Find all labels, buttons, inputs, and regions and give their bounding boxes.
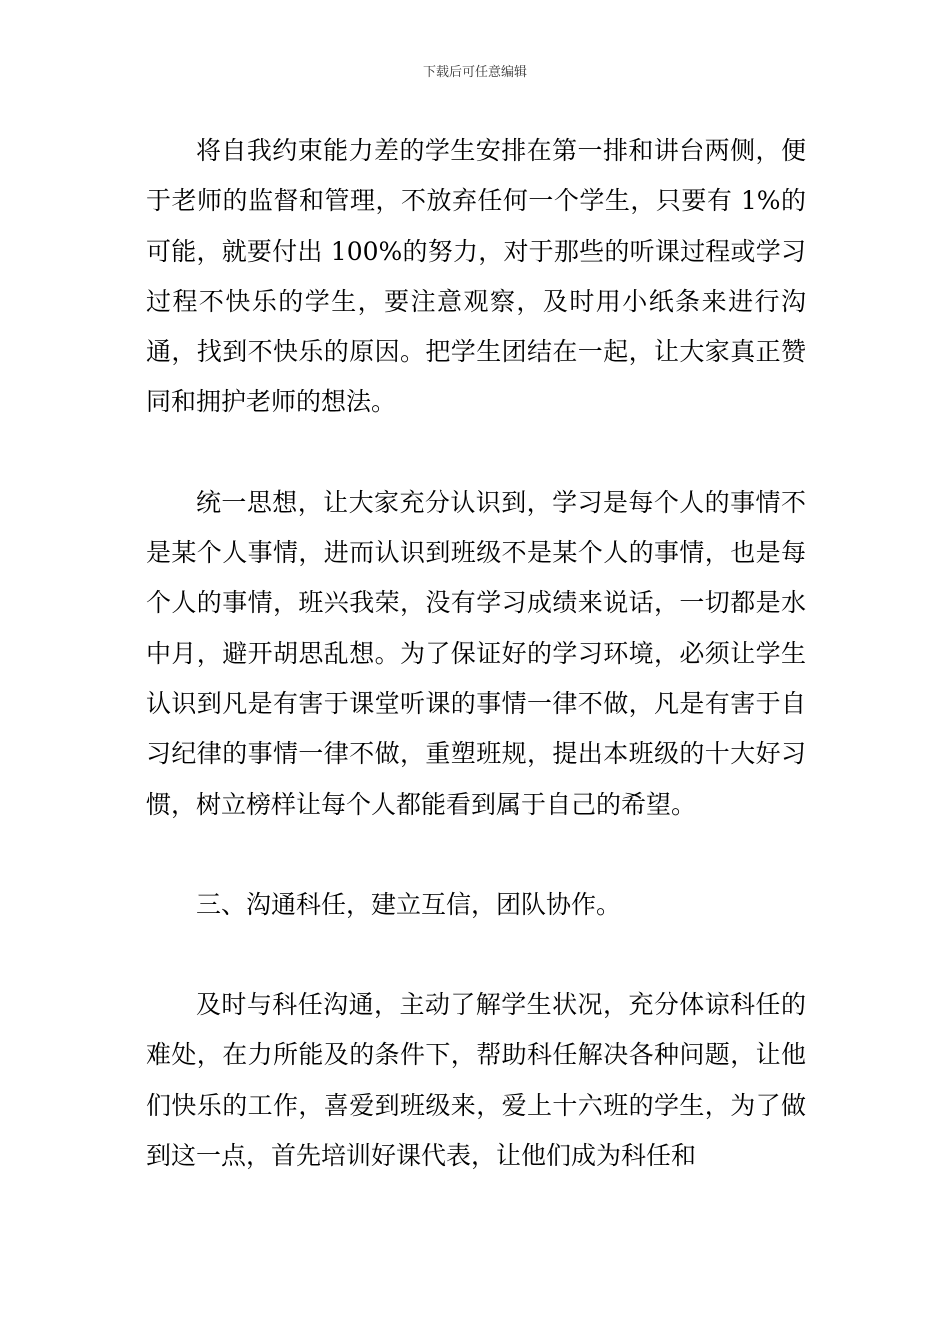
paragraph-gap	[146, 930, 806, 980]
document-body	[146, 126, 806, 1181]
paragraph-unify-thinking: 统一思想，让大家充分认识到，学习是每个人的事情不是某个人事情，进而认识到班级不是某个人的事情，也是每个人的事情，班兴我荣，没有学习成绩来说话，一切都是水中月，避开胡思乱想。为了保证好的学习环境，必须让学生认识到凡是有害于课堂听课的事情一律不做，凡是有害于自习纪律的事情一律不做，重塑班规，提出本班级的十大好习惯，树立榜样让每个人都能看到属于自己的希望。	[146, 487, 806, 819]
paragraph-seating: 将自我约束能力差的学生安排在第一排和讲台两侧，便于老师的监督和管理，不放弃任何一个学生，只要有 1%的可能，就要付出 100%的努力，对于那些的听课过程或学习过程不快乐的学生，要注意观察，及时用小纸条来进行沟通，找到不快乐的原因。把学生团结在一起，让大家真正赞同和拥护老师的想法。	[146, 136, 806, 417]
paragraph-gap	[146, 428, 806, 478]
paragraph-teacher-communication: 及时与科任沟通，主动了解学生状况，充分体谅科任的难处，在力所能及的条件下，帮助科任解决各种问题，让他们快乐的工作，喜爱到班级来，爱上十六班的学生，为了做到这一点，首先培训好课代表，让他们成为科任和	[146, 990, 806, 1171]
page-header: 下载后可任意编辑	[422, 65, 527, 80]
paragraph-gap	[146, 830, 806, 880]
section-heading: 三、沟通科任，建立互信，团队协作。	[196, 889, 622, 919]
